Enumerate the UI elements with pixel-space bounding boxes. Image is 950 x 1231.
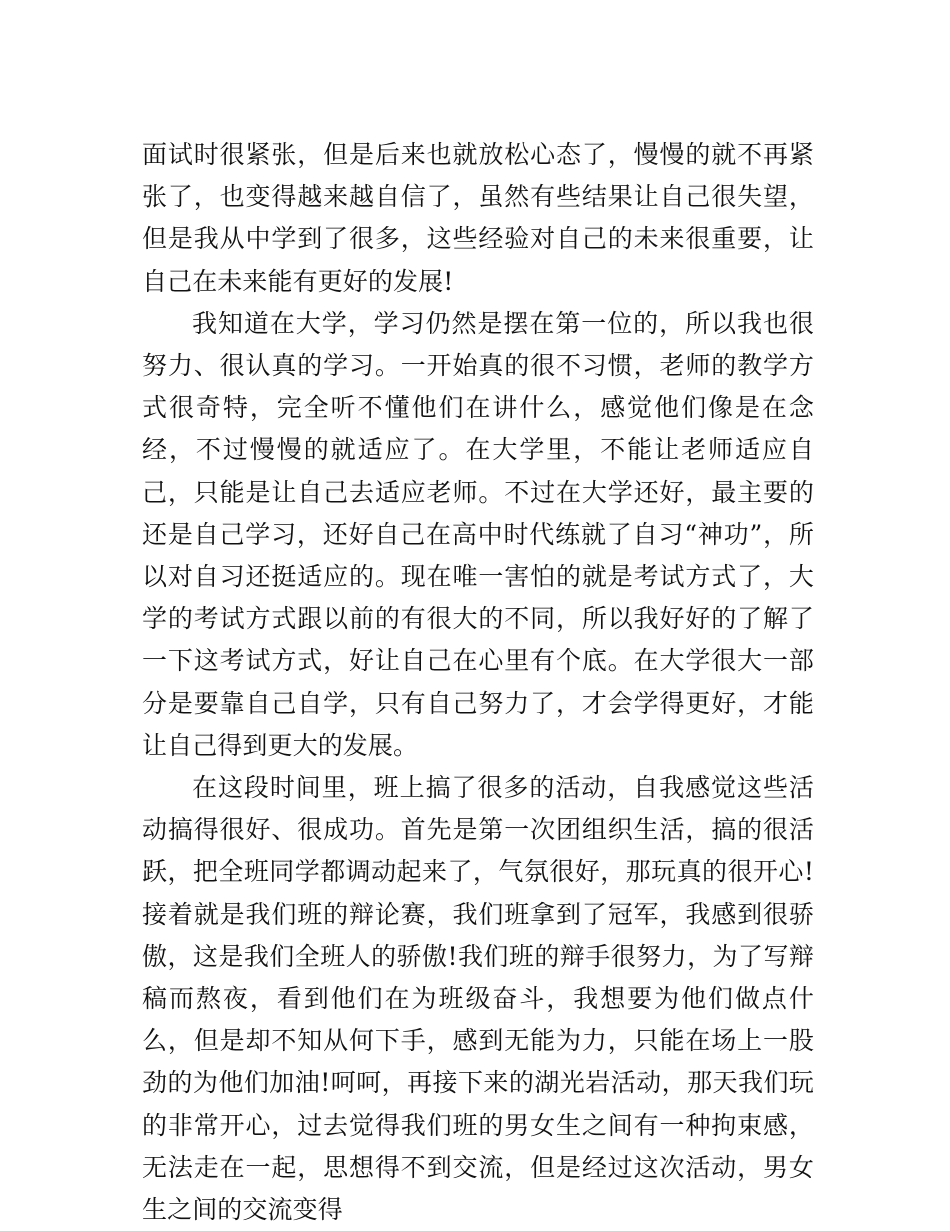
paragraph-1: 面试时很紧张，但是后来也就放松心态了，慢慢的就不再紧张了，也变得越来越自信了，虽然有些结果让自己很失望，但是我从中学到了很多，这些经验对自己的未来很重要，让自己在未来能有更好的发展! <box>142 140 814 296</box>
paragraph-2: 我知道在大学，学习仍然是摆在第一位的，所以我也很努力、很认真的学习。一开始真的很不习惯，老师的教学方式很奇特，完全听不懂他们在讲什么，感觉他们像是在念经，不过慢慢的就适应了。在大学里，不能让老师适应自己，只能是让自己去适应老师。不过在大学还好，最主要的还是自己学习，还好自己在高中时代练就了自习“神功”，所以对自习还挺适应的。现在唯一害怕的就是考试方式了，大学的考试方式跟以前的有很大的不同，所以我好好的了解了一下这考试方式，好让自己在心里有个底。在大学很大一部分是要靠自己自学，只有自己努力了，才会学得更好，才能让自己得到更大的发展。 <box>142 308 814 760</box>
paragraph-3: 在这段时间里，班上搞了很多的活动，自我感觉这些活动搞得很好、很成功。首先是第一次团组织生活，搞的很活跃，把全班同学都调动起来了，气氛很好，那玩真的很开心!接着就是我们班的辩论赛，我们班拿到了冠军，我感到很骄傲，这是我们全班人的骄傲!我们班的辩手很努力，为了写辩稿而熬夜，看到他们在为班级奋斗，我想要为他们做点什么，但是却不知从何下手，感到无能为力，只能在场上一股劲的为他们加油!呵呵，再接下来的湖光岩活动，那天我们玩的非常开心，过去觉得我们班的男女生之间有一种拘束感，无法走在一起，思想得不到交流，但是经过这次活动，男女生之间的交流变得 <box>142 773 814 1225</box>
document-body <box>142 134 814 1231</box>
